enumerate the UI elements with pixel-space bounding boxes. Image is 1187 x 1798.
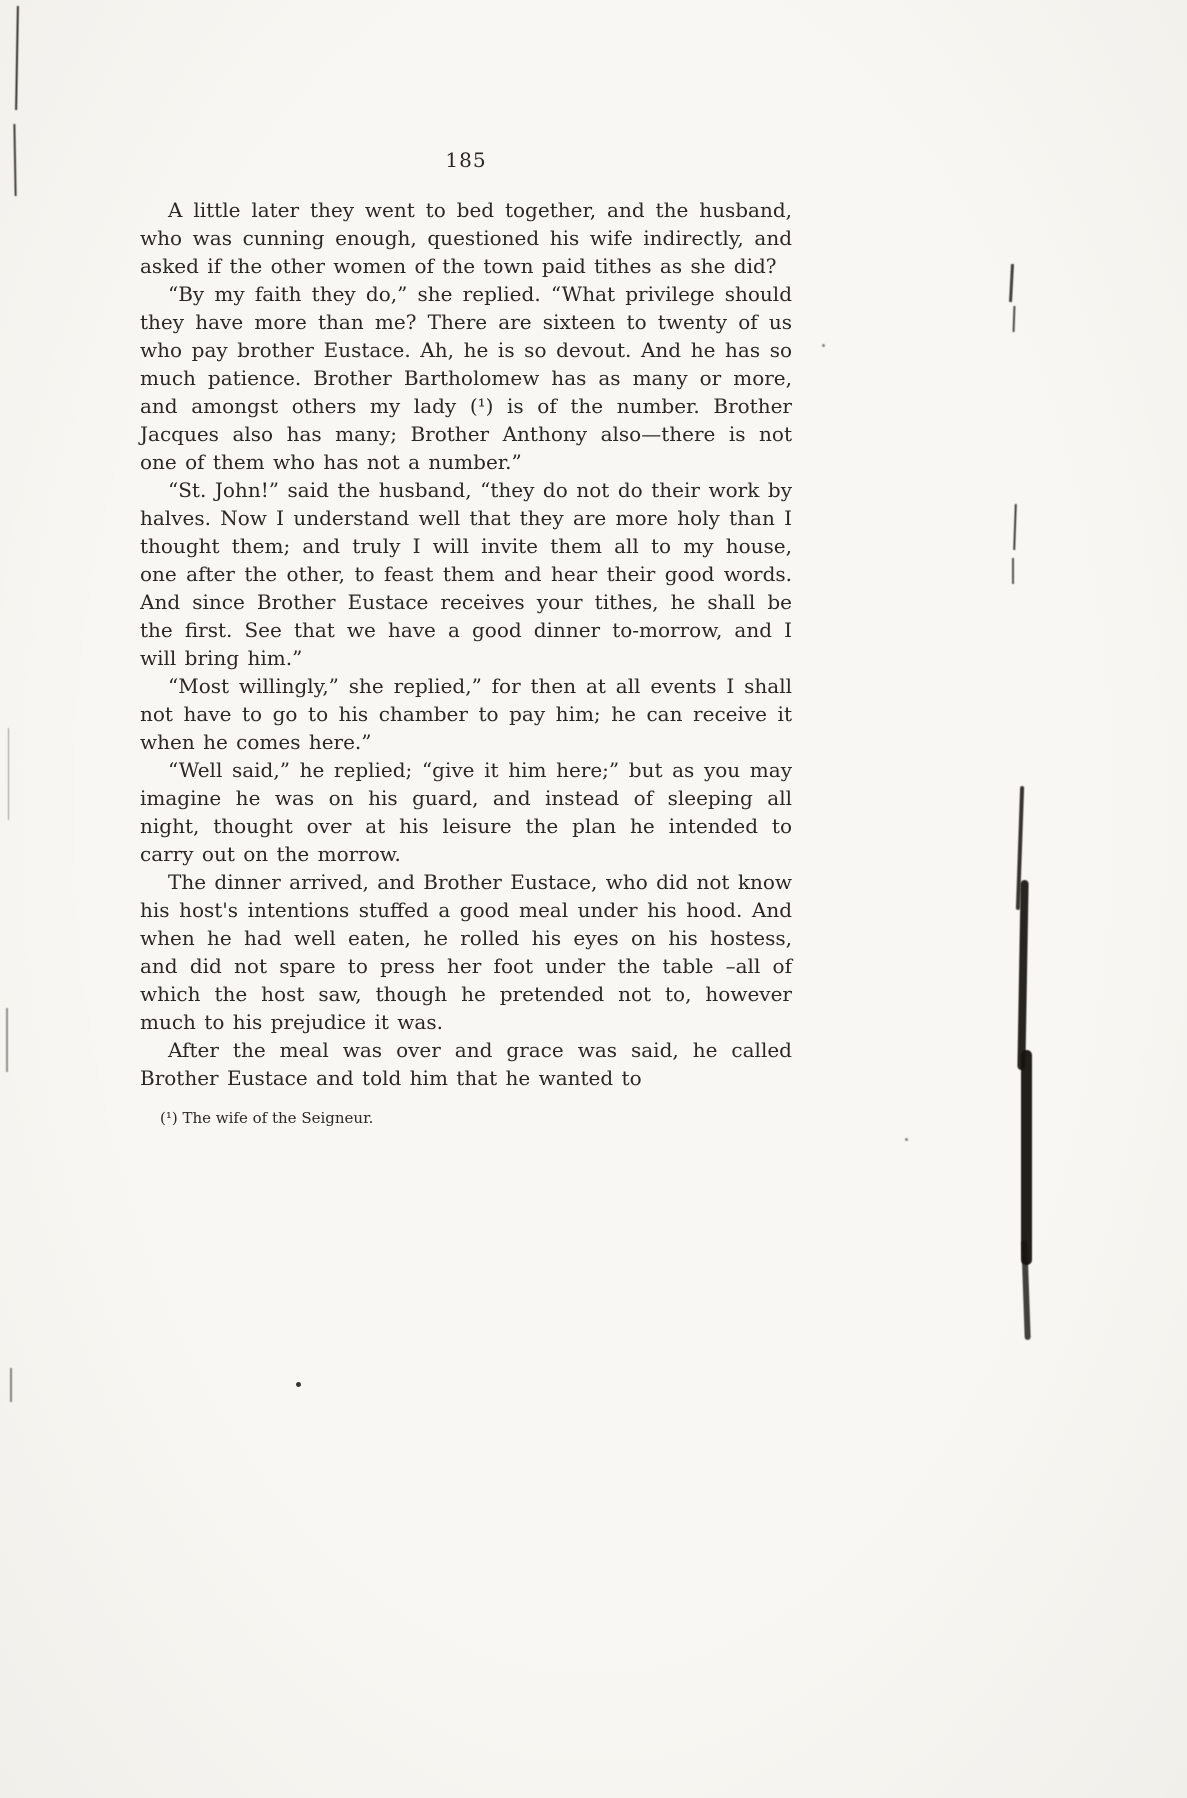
scan-artifact xyxy=(15,6,19,110)
ink-smudge xyxy=(1017,880,1028,1070)
paragraph: “St. John!” said the husband, “they do not do their work by halves. Now I understand well that they are more holy than I thought them; and truly I will invite them all to my house, one after the other, to feast them and hear their good words. And since Brother Eustace receives your tithes, he shall be the first. See that we have a good dinner to-morrow, and I will bring him.” xyxy=(140,478,792,670)
scan-artifact xyxy=(13,124,16,196)
ink-smudge xyxy=(1016,786,1024,910)
scan-artifact xyxy=(1012,558,1014,584)
scan-artifact xyxy=(8,728,9,820)
paragraph: “By my faith they do,” she replied. “What privilege should they have more than me? There are sixteen to twenty of us who pay brother Eustace. Ah, he is so devout. And he has so much patience. Brother Bartholomew has as many or more, and amongst others my lady (¹) is of the number. Brother Jacques also has many; Brother Anthony also—there is not one of them who has not a number.” xyxy=(140,282,792,474)
ink-smudge xyxy=(1021,1050,1032,1265)
scan-speck xyxy=(296,1382,301,1387)
scan-artifact xyxy=(1009,264,1014,302)
paragraph: “Most willingly,” she replied,” for then at all events I shall not have to go to his chamber to pay him; he can receive it when he comes here.” xyxy=(140,674,792,754)
ink-smudge xyxy=(1021,1240,1030,1340)
scan-artifact xyxy=(1013,504,1017,550)
paragraph: “Well said,” he replied; “give it him here;” but as you may imagine he was on his guard, and instead of sleeping all night, thought over at his leisure the plan he intended to carry out on the morrow. xyxy=(140,758,792,866)
page-number: 185 xyxy=(445,148,487,172)
scan-artifact xyxy=(6,1008,8,1072)
scan-artifact xyxy=(1013,306,1016,332)
paragraph: A little later they went to bed together, and the husband, who was cunning enough, questioned his wife indirectly, and asked if the other women of the town paid tithes as she did? xyxy=(140,198,792,278)
scan-speck xyxy=(822,344,825,347)
scan-artifact xyxy=(10,1368,12,1402)
scan-speck xyxy=(905,1138,908,1141)
paragraph: The dinner arrived, and Brother Eustace, who did not know his host's intentions stuffed a good meal under his hood. And when he had well eaten, he rolled his eyes on his hostess, and did not spare to press her foot under the table –all of which the host saw, though he pretended not to, however much to his prejudice it was. xyxy=(140,870,792,1034)
text-block xyxy=(140,196,792,1128)
paragraph: After the meal was over and grace was said, he called Brother Eustace and told him that he wanted to xyxy=(140,1038,792,1090)
footnote: (¹) The wife of the Seigneur. xyxy=(160,1109,374,1127)
